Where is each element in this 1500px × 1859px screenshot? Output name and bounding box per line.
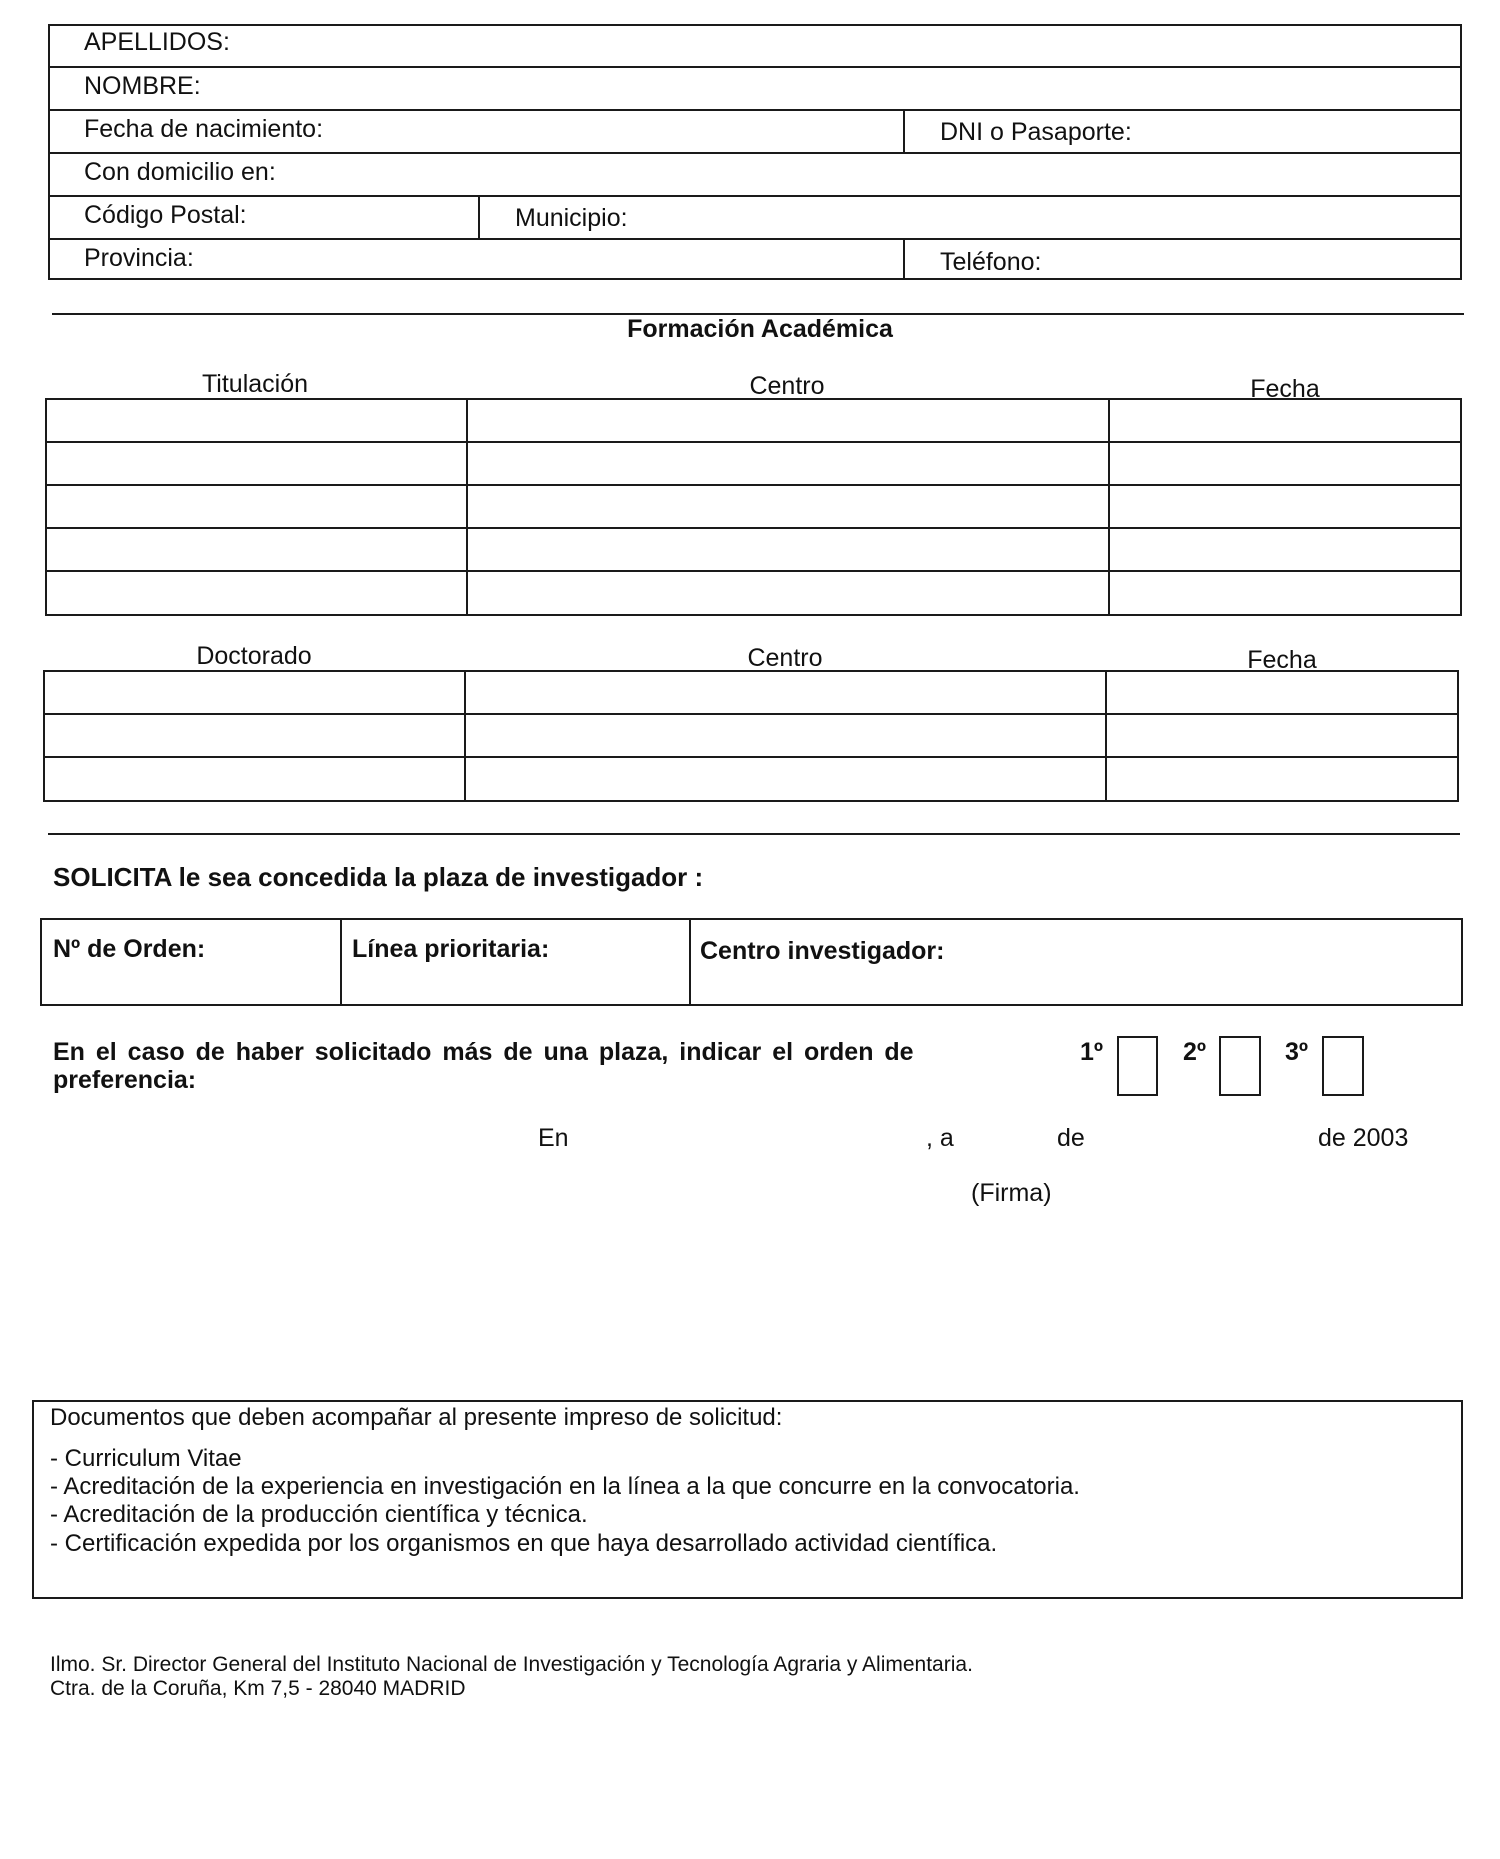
preference-2-label: 2º bbox=[1183, 1038, 1207, 1066]
firma-label: (Firma) bbox=[971, 1179, 1052, 1207]
divider bbox=[478, 195, 480, 238]
doctorado-header: Doctorado bbox=[196, 642, 312, 670]
preference-3-checkbox[interactable] bbox=[1322, 1036, 1364, 1096]
fecha-header: Fecha bbox=[1250, 375, 1320, 403]
mes-label: de bbox=[1057, 1124, 1085, 1152]
footer-address-line-2: Ctra. de la Coruña, Km 7,5 - 28040 MADRID bbox=[50, 1677, 466, 1700]
divider bbox=[48, 66, 1462, 68]
divider bbox=[48, 152, 1462, 154]
orden-field[interactable]: Nº de Orden: bbox=[53, 935, 206, 963]
provincia-field[interactable]: Provincia: bbox=[84, 244, 194, 272]
dni-field[interactable]: DNI o Pasaporte: bbox=[940, 118, 1132, 146]
divider bbox=[903, 109, 905, 152]
fecha-nacimiento-field[interactable]: Fecha de nacimiento: bbox=[84, 115, 324, 143]
titulacion-header: Titulación bbox=[201, 370, 309, 398]
row-divider bbox=[45, 441, 1462, 443]
documento-item: - Certificación expedida por los organismos en que haya desarrollado actividad científica. bbox=[50, 1530, 998, 1557]
documento-item: - Acreditación de la producción científica y técnica. bbox=[50, 1501, 588, 1528]
row-divider bbox=[45, 527, 1462, 529]
codigo-postal-field[interactable]: Código Postal: bbox=[84, 201, 247, 229]
municipio-field[interactable]: Municipio: bbox=[515, 204, 628, 232]
row-divider bbox=[43, 713, 1459, 715]
divider bbox=[48, 195, 1462, 197]
formacion-table-frame bbox=[45, 398, 1462, 616]
column-divider bbox=[689, 918, 691, 1006]
telefono-field[interactable]: Teléfono: bbox=[940, 248, 1042, 276]
nombre-field[interactable]: NOMBRE: bbox=[84, 72, 201, 100]
section-divider bbox=[48, 833, 1460, 835]
divider bbox=[48, 238, 1462, 240]
row-divider bbox=[45, 484, 1462, 486]
column-divider bbox=[1105, 670, 1107, 802]
row-divider bbox=[45, 570, 1462, 572]
domicilio-field[interactable]: Con domicilio en: bbox=[84, 158, 276, 186]
row-divider bbox=[43, 756, 1459, 758]
dia-label: , a bbox=[926, 1124, 954, 1152]
doctorado-table-frame bbox=[43, 670, 1459, 802]
centro-header: Centro bbox=[749, 372, 825, 400]
column-divider bbox=[1108, 398, 1110, 616]
formacion-title bbox=[0, 317, 1500, 342]
apellidos-field[interactable]: APELLIDOS: bbox=[84, 28, 230, 56]
solicita-text: SOLICITA le sea concedida la plaza de investigador : bbox=[53, 862, 704, 892]
preferencia-text: En el caso de haber solicitado más de una plaza, indicar el orden de bbox=[53, 1038, 914, 1066]
doctorado-fecha-header: Fecha bbox=[1247, 646, 1317, 674]
preference-1-label: 1º bbox=[1080, 1038, 1104, 1066]
column-divider bbox=[466, 398, 468, 616]
documento-item: - Curriculum Vitae bbox=[50, 1445, 242, 1472]
column-divider bbox=[464, 670, 466, 802]
linea-prioritaria-field[interactable]: Línea prioritaria: bbox=[352, 935, 550, 963]
documentos-title: Documentos que deben acompañar al presente impreso de solicitud: bbox=[50, 1404, 783, 1431]
documento-item: - Acreditación de la experiencia en investigación en la línea a la que concurre en la convocatoria. bbox=[50, 1473, 1080, 1500]
lugar-label: En bbox=[538, 1124, 569, 1152]
doctorado-centro-header: Centro bbox=[747, 644, 823, 672]
formacion-title-text: Formación Académica bbox=[627, 315, 893, 343]
footer-address-line-1: Ilmo. Sr. Director General del Instituto Nacional de Investigación y Tecnología Agraria y Alimentaria. bbox=[50, 1653, 973, 1676]
preference-3-label: 3º bbox=[1285, 1038, 1309, 1066]
column-divider bbox=[340, 918, 342, 1006]
divider bbox=[903, 238, 905, 280]
preference-1-checkbox[interactable] bbox=[1117, 1036, 1158, 1096]
preference-2-checkbox[interactable] bbox=[1219, 1036, 1261, 1096]
centro-investigador-field[interactable]: Centro investigador: bbox=[700, 937, 945, 965]
preferencia-text-2: preferencia: bbox=[53, 1066, 197, 1094]
divider bbox=[48, 109, 1462, 111]
year-label: de 2003 bbox=[1318, 1124, 1409, 1152]
